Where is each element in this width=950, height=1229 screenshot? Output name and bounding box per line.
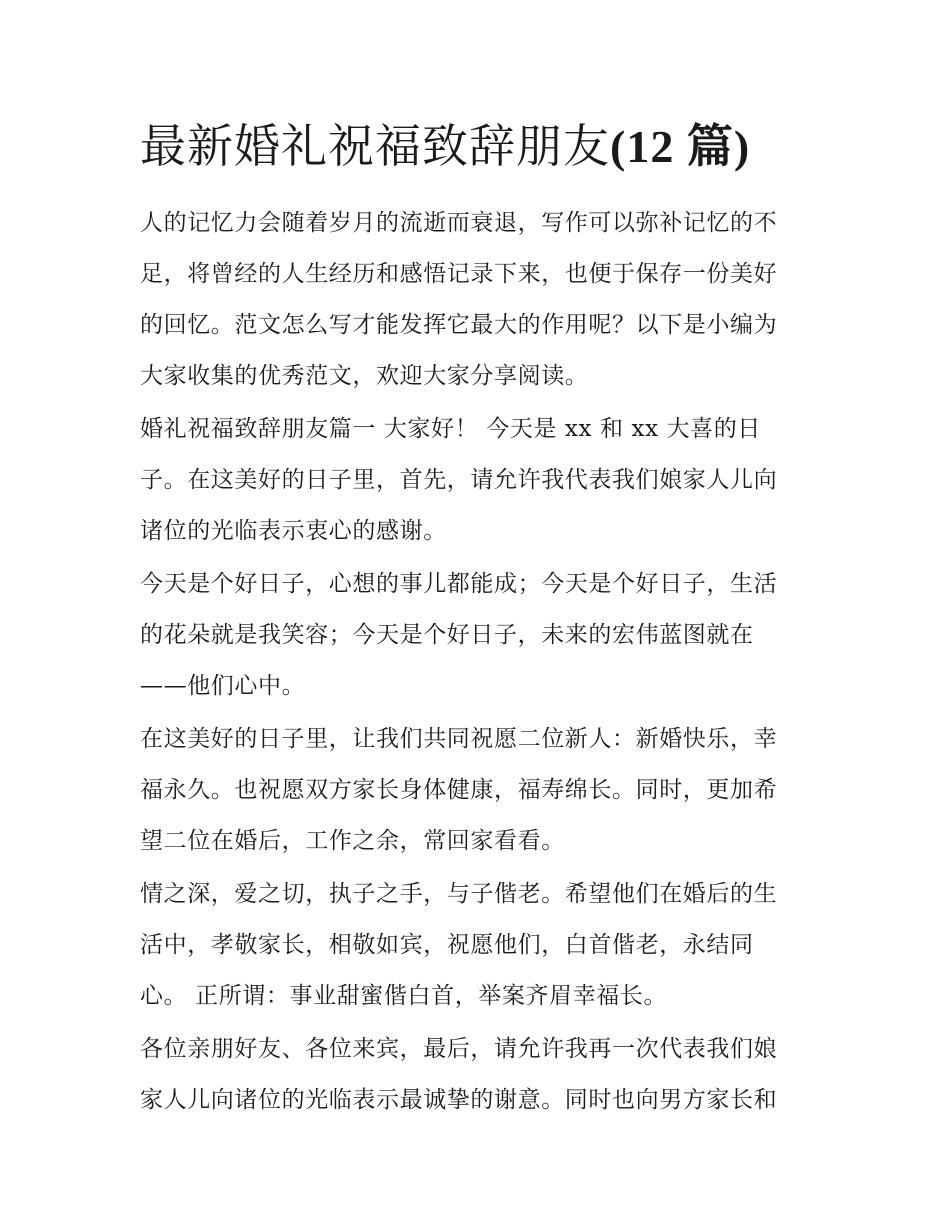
document-title bbox=[140, 114, 840, 179]
text-line: 望二位在婚后，工作之余，常回家看看。 bbox=[140, 828, 565, 854]
text-line: 家人儿向诸位的光临表示最诚挚的谢意。同时也向男方家长和 bbox=[140, 1087, 778, 1113]
text-line: 各位亲朋好友、各位来宾，最后，请允许我再一次代表我们娘 bbox=[140, 1036, 778, 1062]
text-line: 大家收集的优秀范文，欢迎大家分享阅读。 bbox=[140, 363, 589, 389]
text-line: 心。 正所谓：事业甜蜜偕白首，举案齐眉幸福长。 bbox=[140, 983, 668, 1009]
title-main: 最新婚礼祝福致辞朋友 bbox=[140, 119, 610, 173]
text-line: 活中，孝敬家长，相敬如宾，祝愿他们，白首偕老，永结同 bbox=[140, 932, 754, 958]
text-line: 诸位的光临表示衷心的感谢。 bbox=[140, 518, 447, 544]
document-body bbox=[140, 198, 820, 1128]
text-line: 子。在这美好的日子里，首先，请允许我代表我们娘家人儿向 bbox=[140, 467, 778, 493]
paragraph bbox=[140, 404, 820, 557]
title-count: (12 篇) bbox=[610, 121, 751, 172]
text-line: ——他们心中。 bbox=[140, 673, 306, 699]
paragraph bbox=[140, 869, 820, 1022]
text-line: 足，将曾经的人生经历和感悟记录下来，也便于保存一份美好 bbox=[140, 261, 778, 287]
paragraph bbox=[140, 559, 820, 712]
text-line: 的回忆。范文怎么写才能发挥它最大的作用呢？以下是小编为 bbox=[140, 312, 778, 338]
text-line: 的花朵就是我笑容；今天是个好日子，未来的宏伟蓝图就在 bbox=[140, 622, 754, 648]
text-line: 福永久。也祝愿双方家长身体健康，福寿绵长。同时，更加希 bbox=[140, 777, 778, 803]
text-line: 在这美好的日子里，让我们共同祝愿二位新人：新婚快乐，幸 bbox=[140, 726, 778, 752]
paragraph bbox=[140, 714, 820, 867]
paragraph bbox=[140, 198, 820, 402]
text-line: 人的记忆力会随着岁月的流逝而衰退，写作可以弥补记忆的不 bbox=[140, 210, 778, 236]
text-line: 婚礼祝福致辞朋友篇一 大家好！ 今天是 xx 和 xx 大喜的日 bbox=[140, 416, 761, 442]
paragraph bbox=[140, 1024, 820, 1126]
text-line: 今天是个好日子，心想的事儿都能成；今天是个好日子，生活 bbox=[140, 571, 778, 597]
text-line: 情之深，爱之切，执子之手，与子偕老。希望他们在婚后的生 bbox=[140, 881, 778, 907]
